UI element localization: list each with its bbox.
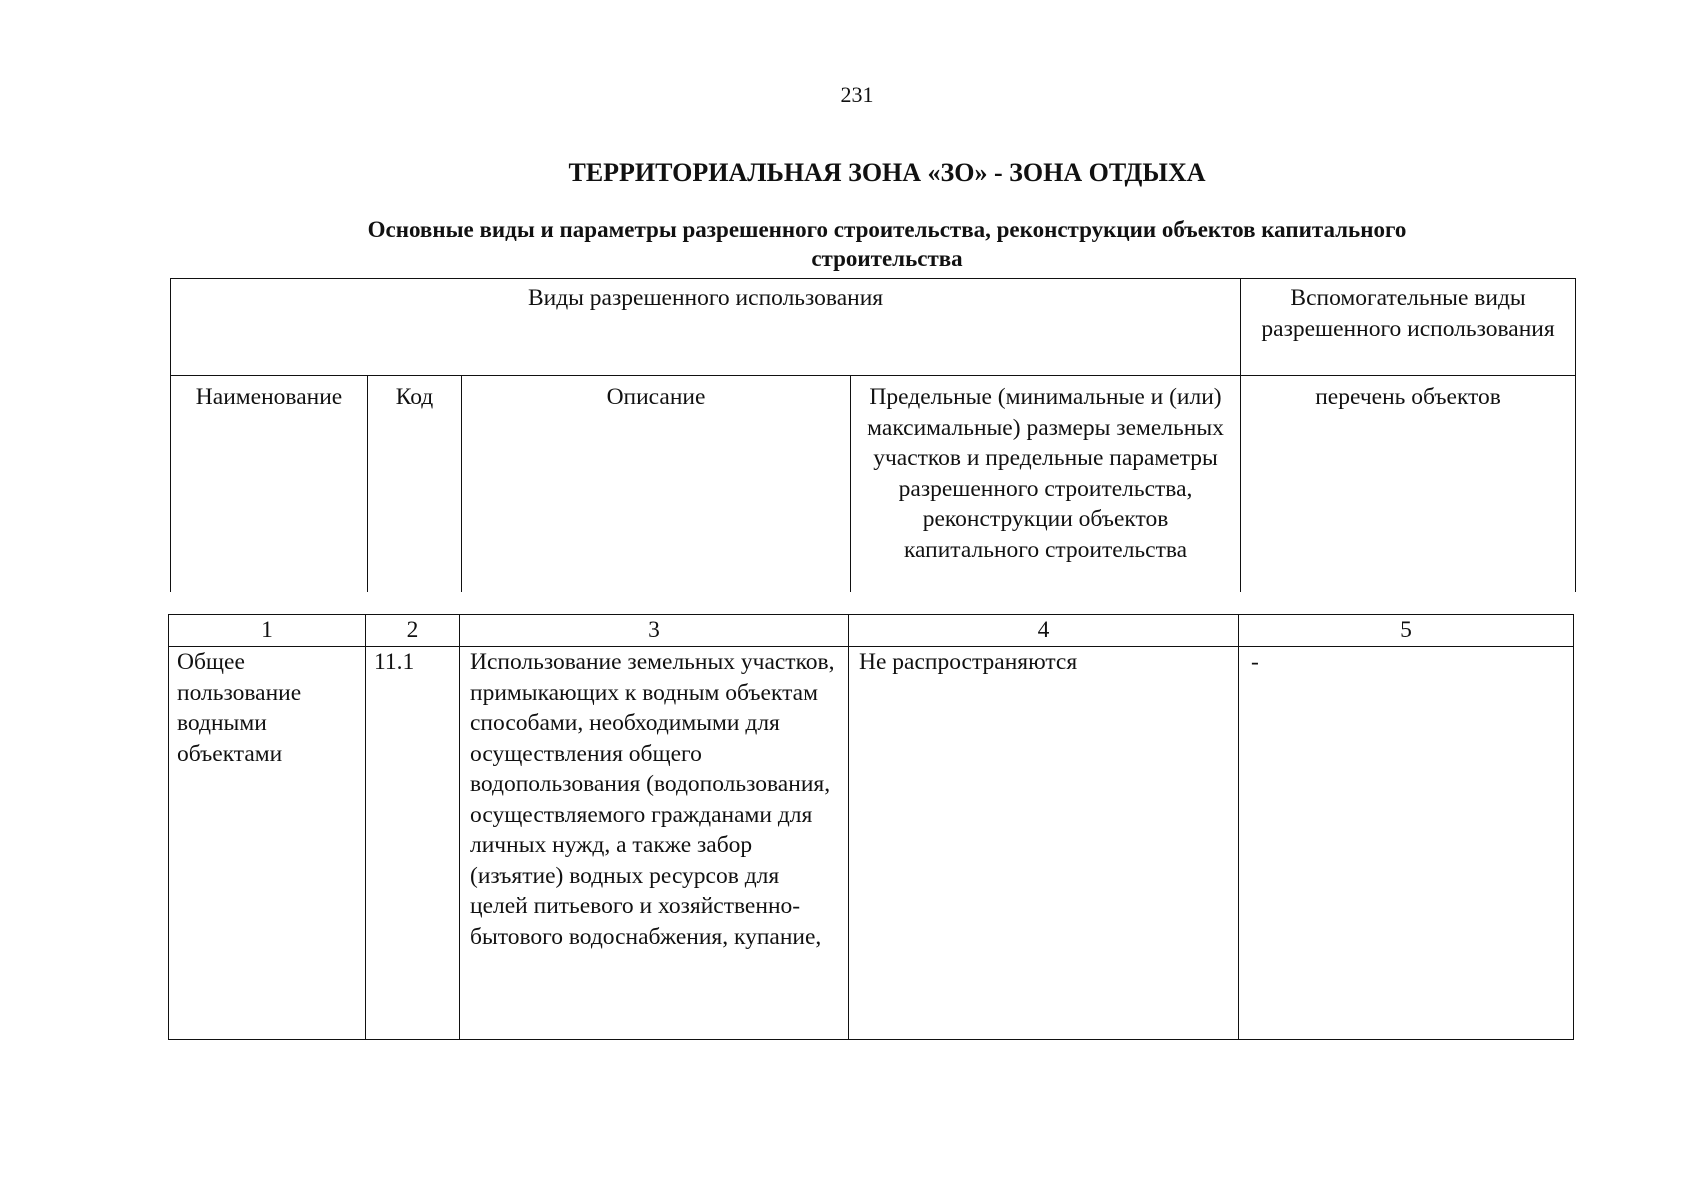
header-table — [170, 278, 1576, 592]
page-number: 231 — [840, 82, 874, 107]
row-description: Использование земельных участков, примыкающих к водным объектам способами, необходимыми для осуществления общего водопользования (водопользования, осуществляемого гражданами для личных нужд, а также забор (изъятие) водных ресурсов для целей питьевого и хозяйственно-бытового водоснабжения, купание, — [460, 647, 849, 1040]
column-number-4: 4 — [849, 615, 1239, 647]
row-objects: - — [1239, 647, 1574, 1040]
data-table — [168, 614, 1574, 1040]
column-number-3: 3 — [460, 615, 849, 647]
header-col-objects: перечень объектов — [1241, 376, 1576, 593]
row-code: 11.1 — [366, 647, 460, 1040]
row-name: Общее пользование водными объектами — [169, 647, 366, 1040]
header-group-row — [171, 279, 1576, 376]
table-subtitle — [0, 215, 1697, 273]
header-group-aux: Вспомогательные виды разрешенного использования — [1241, 279, 1576, 376]
table-row — [169, 647, 1574, 1040]
header-columns-row — [171, 376, 1576, 593]
subtitle-line-1: Основные виды и параметры разрешенного строительства, реконструкции объектов капитального — [367, 217, 1407, 242]
header-col-limits: Предельные (минимальные и (или) максимальные) размеры земельных участков и предельные параметры разрешенного строительства, реконструкции объектов капитального строительства — [851, 376, 1241, 593]
column-number-5: 5 — [1239, 615, 1574, 647]
column-number-2: 2 — [366, 615, 460, 647]
subtitle-line-2: строительства — [811, 246, 963, 271]
column-number-1: 1 — [169, 615, 366, 647]
header-group-main: Виды разрешенного использования — [171, 279, 1241, 376]
header-col-name: Наименование — [171, 376, 368, 593]
zone-title: ТЕРРИТОРИАЛЬНАЯ ЗОНА «ЗО» - ЗОНА ОТДЫХА — [568, 158, 1206, 187]
row-limits: Не распространяются — [849, 647, 1239, 1040]
column-number-row — [169, 615, 1574, 647]
header-col-code: Код — [368, 376, 462, 593]
header-col-description: Описание — [462, 376, 851, 593]
